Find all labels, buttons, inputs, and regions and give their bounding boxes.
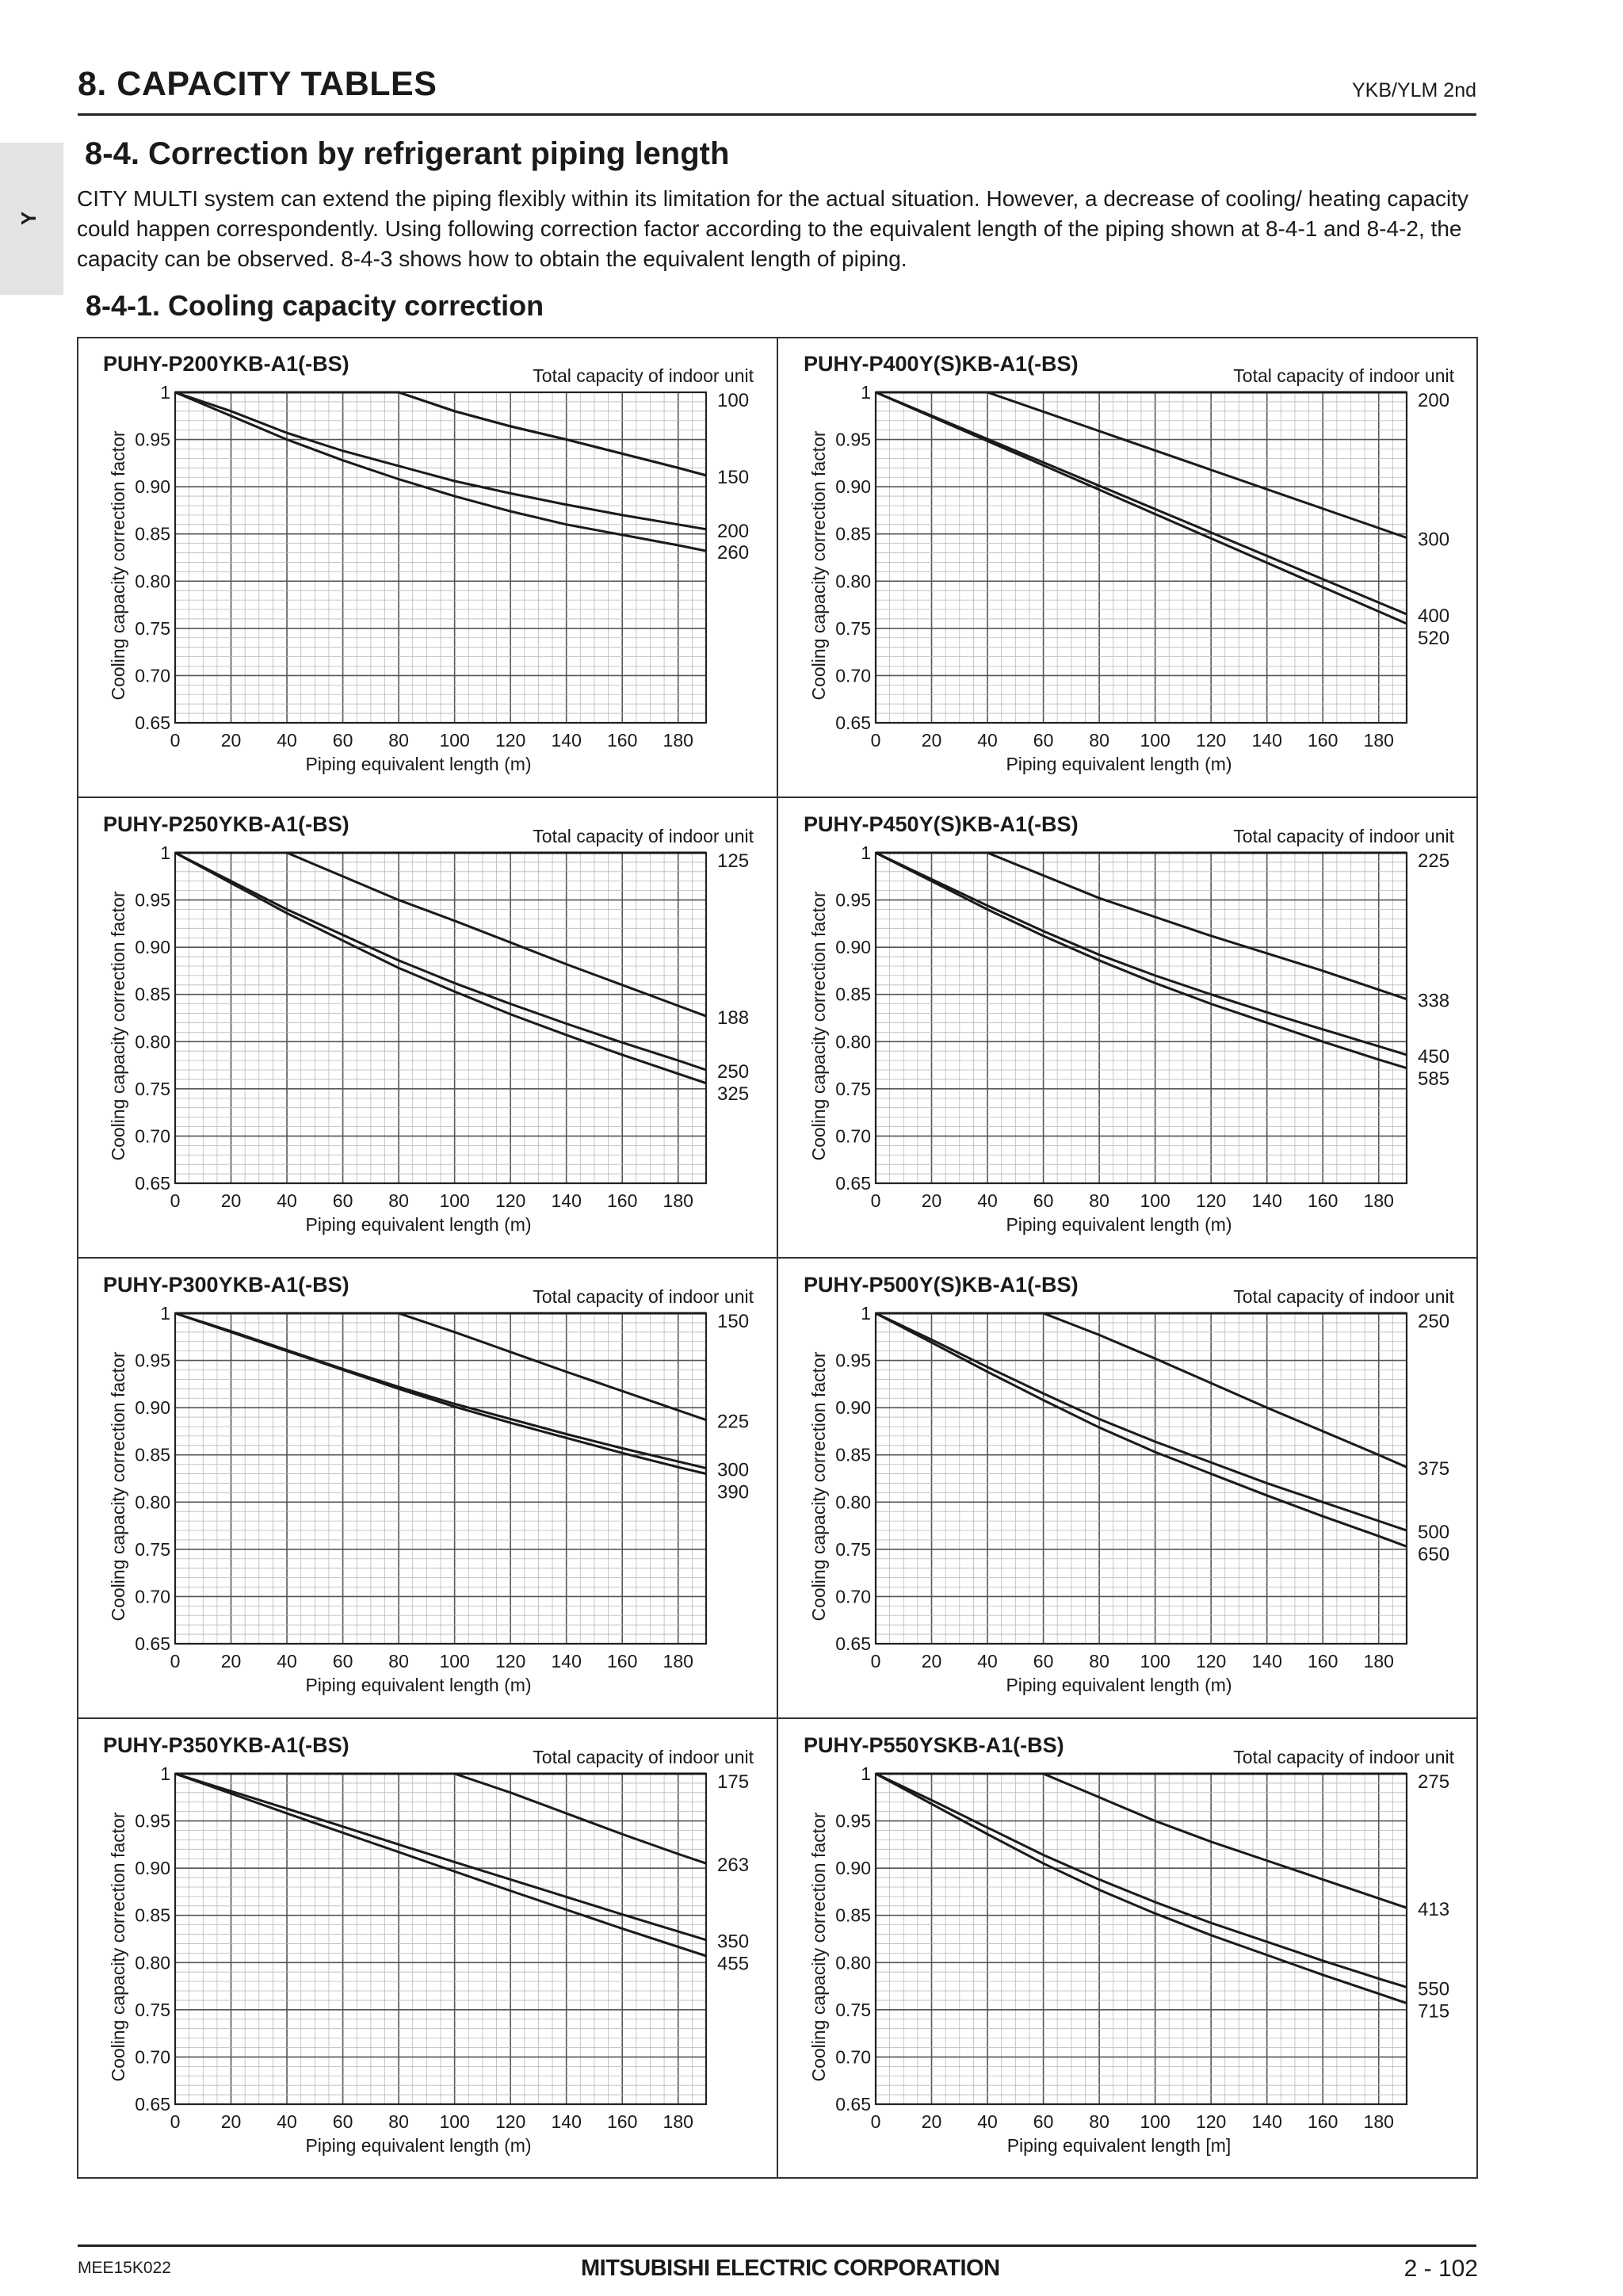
- y-tick-label: 1: [861, 382, 871, 403]
- x-tick-label: 160: [607, 1651, 638, 1671]
- y-tick-label: 1: [861, 1303, 871, 1324]
- x-tick-label: 80: [1089, 1651, 1109, 1671]
- chart-title: PUHY-P300YKB-A1(-BS): [103, 1273, 349, 1297]
- y-tick-label: 0.70: [135, 2046, 170, 2068]
- y-tick-label: 0.85: [835, 984, 871, 1005]
- y-tick-label: 0.90: [835, 937, 871, 958]
- chart-title: PUHY-P200YKB-A1(-BS): [103, 352, 349, 376]
- y-tick-label: 0.75: [835, 617, 871, 639]
- y-tick-label: 0.85: [835, 1904, 871, 1926]
- x-tick-label: 0: [170, 1651, 181, 1671]
- y-tick-label: 0.90: [135, 476, 170, 498]
- x-tick-label: 140: [551, 1190, 582, 1211]
- y-tick-label: 0.95: [135, 889, 170, 911]
- chart-title: PUHY-P350YKB-A1(-BS): [103, 1733, 349, 1757]
- x-tick-label: 60: [1033, 1651, 1054, 1671]
- y-tick-label: 0.85: [135, 1444, 170, 1465]
- x-tick-label: 120: [1195, 2111, 1227, 2132]
- x-tick-label: 100: [439, 1190, 470, 1211]
- y-tick-label: 1: [160, 842, 170, 863]
- x-axis-label: Piping equivalent length (m): [1006, 1214, 1232, 1235]
- series-label: 200: [1418, 390, 1450, 411]
- x-tick-label: 100: [1140, 1651, 1170, 1671]
- x-tick-label: 160: [1308, 2111, 1338, 2132]
- x-tick-label: 180: [663, 2111, 693, 2132]
- x-tick-label: 80: [1089, 1190, 1109, 1211]
- series-label: 150: [717, 1311, 750, 1332]
- x-tick-label: 60: [332, 1190, 353, 1211]
- chart-panel: [103, 1733, 754, 2156]
- series-label: 585: [1418, 1068, 1450, 1090]
- y-tick-label: 0.70: [835, 1125, 871, 1147]
- x-tick-label: 120: [1195, 1190, 1227, 1211]
- y-axis-label: Cooling capacity correction factor: [808, 1812, 829, 2082]
- x-tick-label: 120: [1195, 1651, 1227, 1671]
- x-tick-label: 0: [170, 1190, 181, 1211]
- y-tick-label: 0.90: [135, 937, 170, 958]
- x-tick-label: 60: [1033, 730, 1054, 751]
- x-tick-label: 180: [663, 1190, 693, 1211]
- y-tick-label: 0.90: [835, 476, 871, 498]
- series-label: 450: [1418, 1045, 1450, 1068]
- y-axis-label: Cooling capacity correction factor: [108, 1351, 128, 1622]
- y-tick-label: 0.75: [135, 1538, 170, 1560]
- y-tick-label: 0.70: [135, 1125, 170, 1147]
- y-tick-label: 0.95: [135, 1810, 170, 1832]
- y-tick-label: 1: [160, 1303, 170, 1324]
- x-tick-label: 140: [1251, 1651, 1282, 1671]
- y-axis-label: Cooling capacity correction factor: [108, 430, 128, 701]
- side-tab-letter: Y: [17, 211, 41, 226]
- series-label: 263: [717, 1855, 750, 1877]
- intro-paragraph: CITY MULTI system can extend the piping flexibly within its limitation for the actual situation. However, a decrease of cooling/ heating capacity could happen correspondently. Using following correction factor according to the equivalent length of the piping shown at 8-4-1 and 8-4-2, the capacity can be observed. 8-4-3 shows how to obtain the equivalent length of piping.: [77, 186, 1469, 271]
- x-tick-label: 140: [551, 730, 582, 751]
- legend-title: Total capacity of indoor unit: [1233, 826, 1454, 846]
- x-tick-label: 60: [332, 730, 353, 751]
- y-tick-label: 1: [160, 382, 170, 403]
- x-tick-label: 40: [977, 1190, 998, 1211]
- doc-number: MEE15K022: [78, 2259, 171, 2277]
- x-tick-label: 140: [1251, 1190, 1282, 1211]
- chart-panel: [804, 812, 1455, 1235]
- series-label: 338: [1418, 990, 1450, 1012]
- y-tick-label: 0.95: [835, 1350, 871, 1371]
- y-tick-label: 0.85: [135, 984, 170, 1005]
- x-axis-label: Piping equivalent length (m): [305, 754, 532, 774]
- x-tick-label: 160: [1308, 1190, 1338, 1211]
- x-tick-label: 60: [332, 1651, 353, 1671]
- y-tick-label: 0.70: [135, 1586, 170, 1607]
- series-label: 150: [717, 466, 750, 488]
- x-tick-label: 80: [388, 1651, 409, 1671]
- x-tick-label: 120: [1195, 730, 1227, 751]
- y-tick-label: 0.80: [135, 1952, 170, 1973]
- chart-title: PUHY-P250YKB-A1(-BS): [103, 812, 349, 836]
- x-tick-label: 140: [1251, 2111, 1282, 2132]
- y-tick-label: 0.85: [835, 523, 871, 544]
- series-label: 225: [1418, 850, 1450, 872]
- y-tick-label: 0.90: [835, 1858, 871, 1879]
- y-tick-label: 0.65: [135, 712, 170, 733]
- x-tick-label: 80: [1089, 2111, 1109, 2132]
- y-axis-label: Cooling capacity correction factor: [108, 1812, 128, 2082]
- series-label: 350: [717, 1931, 750, 1953]
- legend-title: Total capacity of indoor unit: [533, 365, 754, 386]
- subsection-heading: 8-4. Correction by refrigerant piping length: [85, 136, 730, 171]
- y-tick-label: 0.70: [835, 2046, 871, 2068]
- y-tick-label: 0.95: [835, 429, 871, 450]
- x-tick-label: 180: [1363, 730, 1394, 751]
- y-axis-label: Cooling capacity correction factor: [808, 1351, 829, 1622]
- x-tick-label: 180: [1363, 1651, 1394, 1671]
- x-tick-label: 100: [439, 1651, 470, 1671]
- x-tick-label: 140: [1251, 730, 1282, 751]
- x-tick-label: 100: [439, 730, 470, 751]
- x-tick-label: 20: [921, 1651, 942, 1671]
- y-tick-label: 0.80: [135, 1492, 170, 1513]
- y-axis-label: Cooling capacity correction factor: [808, 891, 829, 1161]
- series-label: 225: [717, 1411, 750, 1433]
- series-label: 500: [1418, 1522, 1450, 1544]
- x-tick-label: 160: [607, 2111, 638, 2132]
- y-tick-label: 0.65: [135, 1633, 170, 1654]
- y-tick-label: 0.75: [835, 1999, 871, 2020]
- series-label: 300: [1418, 529, 1450, 551]
- series-label: 390: [717, 1481, 750, 1503]
- x-tick-label: 120: [495, 730, 526, 751]
- y-tick-label: 0.80: [835, 1492, 871, 1513]
- series-label: 250: [717, 1061, 750, 1083]
- series-label: 520: [1418, 627, 1450, 649]
- chart-panel: [103, 812, 754, 1235]
- x-tick-label: 160: [607, 730, 638, 751]
- page-number: 2 - 102: [1403, 2256, 1478, 2282]
- x-tick-label: 60: [1033, 1190, 1054, 1211]
- y-tick-label: 0.80: [135, 571, 170, 592]
- y-tick-label: 0.65: [135, 2094, 170, 2115]
- series-label: 400: [1418, 605, 1450, 627]
- x-tick-label: 100: [1140, 730, 1170, 751]
- x-tick-label: 180: [663, 1651, 693, 1671]
- legend-title: Total capacity of indoor unit: [533, 1286, 754, 1307]
- series-label: 100: [717, 390, 750, 411]
- series-label: 325: [717, 1083, 750, 1106]
- x-tick-label: 20: [921, 1190, 942, 1211]
- y-tick-label: 0.70: [135, 665, 170, 686]
- legend-title: Total capacity of indoor unit: [533, 1747, 754, 1767]
- y-tick-label: 0.90: [835, 1397, 871, 1419]
- x-tick-label: 40: [277, 1651, 297, 1671]
- x-axis-label: Piping equivalent length [m]: [1006, 2135, 1232, 2156]
- chart-panel: [804, 1733, 1455, 2156]
- x-tick-label: 40: [977, 2111, 998, 2132]
- chart-title: PUHY-P500Y(S)KB-A1(-BS): [804, 1273, 1079, 1297]
- series-label: 715: [1418, 2000, 1450, 2023]
- series-label: 175: [717, 1771, 750, 1793]
- x-tick-label: 20: [921, 2111, 942, 2132]
- y-tick-label: 0.80: [835, 1952, 871, 1973]
- y-tick-label: 0.70: [835, 1586, 871, 1607]
- series-label: 275: [1418, 1771, 1450, 1793]
- x-tick-label: 80: [388, 1190, 409, 1211]
- y-tick-label: 0.75: [835, 1538, 871, 1560]
- chart-panel: [804, 1273, 1455, 1695]
- y-tick-label: 1: [160, 1763, 170, 1784]
- doc-tag: YKB/YLM 2nd: [1351, 79, 1476, 101]
- y-axis-label: Cooling capacity correction factor: [108, 891, 128, 1161]
- series-label: 188: [717, 1007, 750, 1030]
- x-tick-label: 120: [495, 1651, 526, 1671]
- x-tick-label: 0: [170, 2111, 181, 2132]
- series-label: 375: [1418, 1458, 1450, 1480]
- y-tick-label: 0.90: [135, 1858, 170, 1879]
- x-tick-label: 160: [1308, 1651, 1338, 1671]
- y-tick-label: 0.65: [835, 2094, 871, 2115]
- x-axis-label: Piping equivalent length (m): [305, 1214, 532, 1235]
- x-tick-label: 0: [870, 1651, 881, 1671]
- x-tick-label: 80: [388, 2111, 409, 2132]
- x-tick-label: 40: [277, 2111, 297, 2132]
- section-title: 8. CAPACITY TABLES: [78, 65, 437, 103]
- y-tick-label: 0.95: [135, 429, 170, 450]
- x-tick-label: 180: [1363, 2111, 1394, 2132]
- x-axis-label: Piping equivalent length (m): [305, 2135, 532, 2156]
- x-tick-label: 40: [977, 730, 998, 751]
- series-label: 260: [717, 542, 750, 564]
- y-tick-label: 0.80: [135, 1031, 170, 1052]
- y-tick-label: 0.90: [135, 1397, 170, 1419]
- x-tick-label: 120: [495, 2111, 526, 2132]
- y-tick-label: 0.85: [135, 523, 170, 544]
- y-tick-label: 0.65: [835, 1633, 871, 1654]
- x-tick-label: 80: [1089, 730, 1109, 751]
- y-tick-label: 0.75: [135, 1078, 170, 1099]
- series-label: 200: [717, 520, 750, 542]
- legend-title: Total capacity of indoor unit: [1233, 1747, 1454, 1767]
- x-tick-label: 100: [439, 2111, 470, 2132]
- y-tick-label: 0.80: [835, 1031, 871, 1052]
- x-tick-label: 140: [551, 2111, 582, 2132]
- chart-title: PUHY-P400Y(S)KB-A1(-BS): [804, 352, 1079, 376]
- y-tick-label: 0.95: [835, 1810, 871, 1832]
- y-tick-label: 0.95: [135, 1350, 170, 1371]
- y-tick-label: 0.95: [835, 889, 871, 911]
- cooling-correction-heading: 8-4-1. Cooling capacity correction: [86, 289, 544, 322]
- series-label: 455: [717, 1953, 750, 1975]
- chart-panel: [103, 352, 754, 774]
- x-axis-label: Piping equivalent length (m): [1006, 754, 1232, 774]
- x-axis-label: Piping equivalent length (m): [1006, 1675, 1232, 1695]
- x-tick-label: 140: [551, 1651, 582, 1671]
- x-tick-label: 0: [870, 2111, 881, 2132]
- x-tick-label: 160: [607, 1190, 638, 1211]
- legend-title: Total capacity of indoor unit: [533, 826, 754, 846]
- x-tick-label: 100: [1140, 1190, 1170, 1211]
- x-tick-label: 160: [1308, 730, 1338, 751]
- series-label: 650: [1418, 1544, 1450, 1566]
- x-tick-label: 0: [870, 730, 881, 751]
- y-tick-label: 0.85: [135, 1904, 170, 1926]
- series-label: 550: [1418, 1978, 1450, 2000]
- series-label: 300: [717, 1459, 750, 1481]
- x-tick-label: 20: [220, 730, 242, 751]
- y-tick-label: 0.70: [835, 665, 871, 686]
- y-tick-label: 1: [861, 842, 871, 863]
- series-label: 413: [1418, 1899, 1450, 1921]
- series-label: 250: [1418, 1311, 1450, 1332]
- legend-title: Total capacity of indoor unit: [1233, 1286, 1454, 1307]
- x-tick-label: 0: [170, 730, 181, 751]
- x-tick-label: 20: [220, 1190, 242, 1211]
- y-tick-label: 0.75: [135, 617, 170, 639]
- x-tick-label: 20: [921, 730, 942, 751]
- x-tick-label: 120: [495, 1190, 526, 1211]
- chart-title: PUHY-P450Y(S)KB-A1(-BS): [804, 812, 1079, 836]
- x-tick-label: 80: [388, 730, 409, 751]
- y-tick-label: 0.85: [835, 1444, 871, 1465]
- y-tick-label: 0.75: [835, 1078, 871, 1099]
- x-tick-label: 40: [277, 1190, 297, 1211]
- x-tick-label: 60: [332, 2111, 353, 2132]
- chart-panel: [804, 352, 1455, 774]
- y-tick-label: 0.75: [135, 1999, 170, 2020]
- x-axis-label: Piping equivalent length (m): [305, 1675, 532, 1695]
- legend-title: Total capacity of indoor unit: [1233, 365, 1454, 386]
- x-tick-label: 40: [977, 1651, 998, 1671]
- x-tick-label: 180: [663, 730, 693, 751]
- x-tick-label: 180: [1363, 1190, 1394, 1211]
- y-tick-label: 0.65: [135, 1173, 170, 1194]
- chart-title: PUHY-P550YSKB-A1(-BS): [804, 1733, 1064, 1757]
- x-tick-label: 20: [220, 2111, 242, 2132]
- x-tick-label: 0: [870, 1190, 881, 1211]
- x-tick-label: 100: [1140, 2111, 1170, 2132]
- y-tick-label: 0.80: [835, 571, 871, 592]
- y-tick-label: 0.65: [835, 1173, 871, 1194]
- x-tick-label: 40: [277, 730, 297, 751]
- y-tick-label: 0.65: [835, 712, 871, 733]
- company-name: MITSUBISHI ELECTRIC CORPORATION: [581, 2256, 1000, 2281]
- y-tick-label: 1: [861, 1763, 871, 1784]
- series-label: 125: [717, 850, 750, 872]
- x-tick-label: 20: [220, 1651, 242, 1671]
- footer-rule: [78, 2244, 1476, 2247]
- x-tick-label: 60: [1033, 2111, 1054, 2132]
- y-axis-label: Cooling capacity correction factor: [808, 430, 829, 701]
- chart-panel: [103, 1273, 754, 1695]
